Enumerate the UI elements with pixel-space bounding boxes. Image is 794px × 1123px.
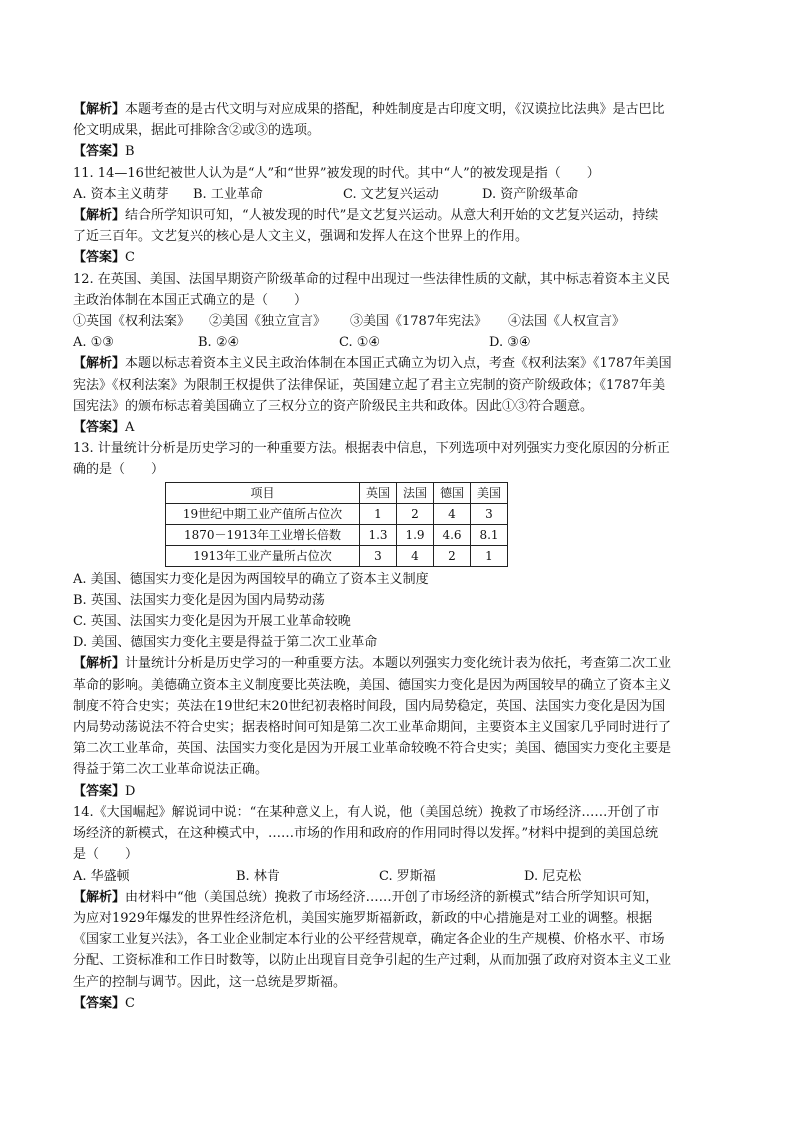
q13-stem: 13. 计量统计分析是历史学习的一种重要方法。根据表中信息，下列选项中对列强实力变化原因的分析正 xyxy=(73,441,670,457)
table-cell: 1 xyxy=(471,545,508,566)
q12-option-b: B. ②④ xyxy=(198,335,240,351)
q14-stem-cont2: 是（ ） xyxy=(73,847,139,863)
q14-analysis: 【解析】由材料中“他（美国总统）挽救了市场经济……开创了市场经济的新模式”结合所学知识可知， xyxy=(73,889,659,905)
q13-option-d: D. 美国、德国实力变化主要是得益于第二次工业革命 xyxy=(73,635,378,651)
q13-analysis: 【解析】计量统计分析是历史学习的一种重要方法。本题以列强实力变化统计表为依托，考查第二次工业 xyxy=(73,656,672,672)
table-header-cell: 美国 xyxy=(471,482,508,503)
q12-analysis-cont: 宪法》《权利法案》为限制王权提供了法律保证，英国建立起了君主立宪制的资产阶级政体；《1787年美 xyxy=(73,377,666,393)
q11-option-d: D. 资产阶级革命 xyxy=(482,186,579,202)
q11-option-c: C. 文艺复兴运动 xyxy=(343,186,439,202)
q12-analysis: 【解析】本题以标志着资本主义民主政治体制在本国正式确立为切入点，考查《权利法案》《1787年美国 xyxy=(73,356,672,372)
table-row xyxy=(166,503,508,524)
q12-option-c: C. ①④ xyxy=(339,335,381,351)
q12-option-a: A. ①③ xyxy=(73,335,114,351)
q11-analysis: 【解析】结合所学知识可知，“人被发现的时代”是文艺复兴运动。从意大利开始的文艺复兴运动，持续 xyxy=(73,208,659,224)
q12-answer: 【答案】A xyxy=(73,420,135,436)
q14-option-d: D. 尼克松 xyxy=(524,868,582,884)
q11-analysis-cont: 了近三百年。文艺复兴的核心是人文主义，强调和发挥人在这个世界上的作用。 xyxy=(73,229,529,245)
table-cell: 1.3 xyxy=(360,524,397,545)
q13-answer: 【答案】D xyxy=(73,783,136,799)
q14-stem: 14.《大国崛起》解说词中说：“在某种意义上，有人说，他（美国总统）挽救了市场经济……开创了市 xyxy=(73,804,660,820)
q12-item-1: ①英国《权利法案》 xyxy=(73,314,191,330)
q11-answer: 【答案】C xyxy=(73,250,135,266)
q14-answer: 【答案】C xyxy=(73,995,135,1011)
q13-analysis-cont2: 制度不符合史实；英法在19世纪末20世纪初表格时间段，国内局势稳定，英国、法国实力变化是因为国 xyxy=(73,698,666,714)
table-cell: 2 xyxy=(434,545,471,566)
q14-analysis-cont2: 《国家工业复兴法》，各工业企业制定本行业的公平经营规章，确定各企业的生产规模、价格水平、市场 xyxy=(73,932,665,948)
q14-option-b: B. 林肯 xyxy=(236,868,280,884)
q14-analysis-cont: 为应对1929年爆发的世界性经济危机，美国实施罗斯福新政，新政的中心措施是对工业的调整。根据 xyxy=(73,910,653,926)
q14-option-c: C. 罗斯福 xyxy=(379,868,436,884)
table-header-cell: 英国 xyxy=(360,482,397,503)
q11-option-b: B. 工业革命 xyxy=(193,186,263,202)
q10-analysis: 【解析】本题考查的是古代文明与对应成果的搭配，种姓制度是古印度文明，《汉谟拉比法典》是古巴比 xyxy=(73,102,665,117)
table-cell: 19世纪中期工业产值所占位次 xyxy=(166,503,360,524)
q13-option-b: B. 英国、法国实力变化是因为国内局势动荡 xyxy=(73,592,325,608)
table-cell: 1913年工业产量所占位次 xyxy=(166,545,360,566)
q13-analysis-cont4: 第二次工业革命，英国、法国实力变化是因为开展工业革命较晚不符合史实；美国、德国实力变化主要是 xyxy=(73,741,672,757)
table-header-row xyxy=(166,482,508,503)
q12-option-d: D. ③④ xyxy=(489,335,531,351)
table-cell: 8.1 xyxy=(471,524,508,545)
q12-item-4: ④法国《人权宣言》 xyxy=(508,314,626,330)
q14-analysis-cont3: 分配、工资标准和工作日时数等，以防止出现盲目竞争引起的生产过剩，从而加强了政府对资本主义工业 xyxy=(73,953,672,969)
q11-stem: 11. 14—16世纪被世人认为是“人”和“世界”被发现的时代。其中“人”的被发现是指（ ） xyxy=(73,165,600,181)
table-cell: 3 xyxy=(360,545,397,566)
q12-analysis-cont2: 国宪法》的颁布标志着美国确立了三权分立的资产阶级民主共和政体。因此①③符合题意。 xyxy=(73,398,594,414)
table-row xyxy=(166,545,508,566)
q10-analysis-cont: 伦文明成果，据此可排除含②或③的选项。 xyxy=(73,123,321,139)
q14-options xyxy=(73,866,723,887)
table-cell: 1870－1913年工业增长倍数 xyxy=(166,524,360,545)
table-header-cell: 法国 xyxy=(397,482,434,503)
table-cell: 3 xyxy=(471,503,508,524)
exam-page xyxy=(73,99,723,1014)
q14-analysis-cont4: 生产的控制与调节。因此，这一总统是罗斯福。 xyxy=(73,974,347,990)
q13-stem-cont: 确的是（ ） xyxy=(73,462,165,478)
q13-option-c: C. 英国、法国实力变化是因为开展工业革命较晚 xyxy=(73,614,351,630)
q13-analysis-cont: 革命的影响。美德确立资本主义制度要比英法晚，美国、德国实力变化是因为两国较早的确立了资本主义 xyxy=(73,677,672,693)
table-cell: 1 xyxy=(360,503,397,524)
table-cell: 1.9 xyxy=(397,524,434,545)
q12-item-2: ②美国《独立宣言》 xyxy=(209,314,327,330)
table-cell: 4 xyxy=(397,545,434,566)
q12-stem: 12. 在英国、美国、法国早期资产阶级革命的过程中出现过一些法律性质的文献，其中标志着资本主义民 xyxy=(73,271,670,287)
q14-stem-cont: 场经济的新模式，在这种模式中，……市场的作用和政府的作用同时得以发挥。”材料中提到的美国总统 xyxy=(73,826,659,842)
table-cell: 4.6 xyxy=(434,524,471,545)
table-row xyxy=(166,524,508,545)
q12-items xyxy=(73,311,723,332)
q14-option-a: A. 华盛顿 xyxy=(73,868,130,884)
q12-stem-cont: 主政治体制在本国正式确立的是（ ） xyxy=(73,292,308,308)
table-header-cell: 项目 xyxy=(166,482,360,503)
q13-table xyxy=(165,482,508,567)
q13-analysis-cont3: 内局势动荡说法不符合史实；据表格时间可知是第二次工业革命期间，主要资本主义国家几乎同时进行了 xyxy=(73,720,672,736)
q10-answer: 【答案】B xyxy=(73,144,135,160)
q13-analysis-cont5: 得益于第二次工业革命说法正确。 xyxy=(73,762,269,778)
q12-options xyxy=(73,332,723,353)
table-cell: 4 xyxy=(434,503,471,524)
q11-option-a: A. 资本主义萌芽 xyxy=(73,186,169,202)
table-header-cell: 德国 xyxy=(434,482,471,503)
table-cell: 2 xyxy=(397,503,434,524)
q13-option-a: A. 美国、德国实力变化是因为两国较早的确立了资本主义制度 xyxy=(73,571,429,587)
q11-options xyxy=(73,184,723,205)
q12-item-3: ③美国《1787年宪法》 xyxy=(350,314,488,330)
